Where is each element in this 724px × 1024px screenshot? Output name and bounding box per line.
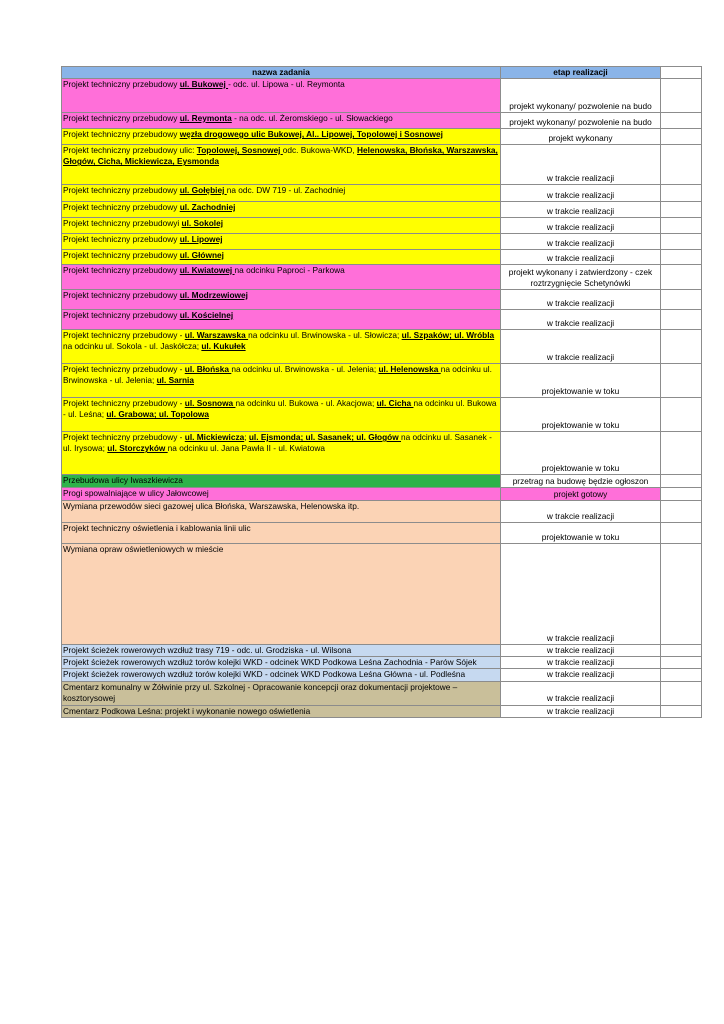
task-text: ul. Helenowska (378, 364, 441, 374)
status-cell: w trakcie realizacji (501, 218, 661, 234)
empty-cell (661, 681, 702, 705)
table-row (62, 681, 702, 705)
status-cell: projektowanie w toku (501, 432, 661, 475)
table-row (62, 523, 702, 544)
empty-cell (661, 129, 702, 145)
status-cell: w trakcie realizacji (501, 250, 661, 265)
task-text: Projekt techniczny przebudowy (63, 129, 180, 139)
task-text: ul. Zachodniej (179, 202, 236, 212)
task-cell (62, 265, 501, 290)
task-text: Projekt techniczny przebudowy (63, 202, 180, 212)
task-text: ul. Cicha (376, 398, 414, 408)
task-text: Projekt ścieżek rowerowych wzdłuż torów kolejki WKD - odcinek WKD Podkowa Leśna Zachodnia - Parów Sójek (63, 657, 477, 668)
table-row (62, 234, 702, 250)
task-cell (62, 330, 501, 364)
empty-header-cell (661, 67, 702, 79)
empty-cell (661, 234, 702, 250)
task-text: na odc. DW 719 - ul. Zachodniej (226, 185, 346, 195)
task-text: ul. Sokolej (181, 218, 224, 228)
task-cell (62, 202, 501, 218)
task-text: Cmentarz komunalny w Żółwinie przy ul. Szkolnej - Opracowanie koncepcji oraz dokumentacji projektowe – kosztorysowej (63, 681, 458, 703)
task-text: na odcinku ul. Jana Pawła II - ul. Kwiatowa (167, 443, 325, 454)
empty-cell (661, 657, 702, 669)
task-text: Projekt techniczny przebudowy (63, 185, 180, 195)
empty-cell (661, 79, 702, 113)
task-text: węzła drogowego ulic Bukowej, Al.. Lipowej, Topolowej i Sosnowej (179, 129, 443, 139)
table-row (62, 645, 702, 657)
status-column-header: etap realizacji (501, 67, 661, 79)
task-cell (62, 185, 501, 202)
task-cell (62, 129, 501, 145)
status-cell: w trakcie realizacji (501, 185, 661, 202)
task-text: Projekt techniczny przebudowy (63, 79, 180, 89)
table-row (62, 705, 702, 717)
status-cell: projektowanie w toku (501, 523, 661, 544)
task-text: Przebudowa ulicy Iwaszkiewicza (63, 475, 183, 485)
task-text: ul. Ejsmonda; ul. Sasanek; ul. Głogów (248, 432, 401, 442)
table-row (62, 218, 702, 234)
task-cell (62, 488, 501, 501)
table-row (62, 202, 702, 218)
empty-cell (661, 145, 702, 185)
status-cell: przetrag na budowę będzie ogłoszon (501, 475, 661, 488)
task-text: ul. Kwiatowej (179, 265, 235, 275)
task-cell (62, 218, 501, 234)
table-row (62, 290, 702, 310)
task-text: ul. Bukowej (179, 79, 229, 89)
status-cell: w trakcie realizacji (501, 544, 661, 645)
task-text: Progi spowalniające w ulicy Jałowcowej (63, 488, 209, 498)
task-text: ul. Lipowej (179, 234, 223, 244)
task-text: Projekt ścieżek rowerowych wzdłuż trasy 719 - odc. ul. Grodziska - ul. Wilsona (63, 645, 352, 655)
table-row (62, 330, 702, 364)
status-cell: w trakcie realizacji (501, 681, 661, 705)
status-cell: w trakcie realizacji (501, 145, 661, 185)
empty-cell (661, 501, 702, 523)
empty-cell (661, 218, 702, 234)
table-row (62, 250, 702, 265)
task-text: ul. Reymonta (179, 113, 232, 123)
empty-cell (661, 523, 702, 544)
task-text: na odcinku ul. Bukowa - ul. Akacjowa; (235, 398, 377, 408)
empty-cell (661, 113, 702, 129)
status-cell: w trakcie realizacji (501, 330, 661, 364)
task-text: Wymiana przewodów sieci gazowej ulica Błońska, Warszawska, Helenowska itp. (63, 501, 360, 511)
task-text: ul. Mickiewicza (184, 432, 245, 442)
table-row (62, 364, 702, 398)
task-cell (62, 705, 501, 717)
task-text: Projekt techniczny przebudowy - (63, 364, 185, 374)
task-cell (62, 79, 501, 113)
task-text: Topolowej, Sosnowej (196, 145, 283, 155)
status-cell: projekt wykonany i zatwierdzony - czek roztrzygnięcie Schetynówki (501, 265, 661, 290)
task-text: Projekt techniczny przebudowy ulic: (63, 145, 197, 155)
task-cell (62, 310, 501, 330)
status-cell: projekt wykonany/ pozwolenie na budo (501, 113, 661, 129)
table-row (62, 265, 702, 290)
table-row (62, 113, 702, 129)
task-text: na odcinku ul. Brwinowska - ul. Jelenia; (231, 364, 379, 374)
empty-cell (661, 544, 702, 645)
status-cell: projekt wykonany (501, 129, 661, 145)
task-text: na odcinku ul. Sasanek - ul. Irysowa; (63, 432, 492, 454)
task-cell (62, 645, 501, 657)
empty-cell (661, 432, 702, 475)
table-row (62, 657, 702, 669)
task-text: ul. Kościelnej (179, 310, 234, 320)
task-text: Wymiana opraw oświetleniowych w mieście (63, 544, 224, 554)
task-text: ul. Błońska (184, 364, 232, 374)
task-text: Projekt techniczny przebudowy (63, 113, 180, 123)
empty-cell (661, 290, 702, 310)
table-row (62, 310, 702, 330)
table-row (62, 185, 702, 202)
empty-cell (661, 705, 702, 717)
status-cell: w trakcie realizacji (501, 705, 661, 717)
task-text: Projekt techniczny przebudowy - (63, 330, 185, 340)
task-cell (62, 398, 501, 432)
table-row (62, 432, 702, 475)
task-cell (62, 501, 501, 523)
task-text: ul. Sosnowa (184, 398, 236, 408)
task-text: Helenowska, Błońska, Warszawska, Głogów, Cicha, Mickiewicza, Eysmonda (63, 145, 498, 167)
task-text: Projekt techniczny przebudowy (63, 250, 180, 260)
task-text: na odcinku ul. Brwinowska - ul. Jelenia; (63, 364, 492, 386)
task-text: Projekt ścieżek rowerowych wzdłuż torów kolejki WKD - odcinek WKD Podkowa Leśna Główna - ul. Podleśna (63, 669, 466, 680)
task-cell (62, 364, 501, 398)
task-text: ; (244, 432, 249, 442)
status-cell: projektowanie w toku (501, 364, 661, 398)
task-text: Projekt techniczny przebudowy - (63, 398, 185, 408)
task-text: ul. Gołębiej (179, 185, 227, 195)
table-body (62, 79, 702, 718)
task-text: ul. Głównej (179, 250, 224, 260)
table-row (62, 398, 702, 432)
task-cell (62, 544, 501, 645)
task-text: ul. Warszawska (184, 330, 249, 340)
empty-cell (661, 364, 702, 398)
empty-cell (661, 185, 702, 202)
task-text: na odcinku ul. Sokola - ul. Jaskółcza; (63, 341, 202, 352)
task-text: ul. Storczyków (107, 443, 168, 454)
task-column-header: nazwa zadania (62, 67, 501, 79)
table-row (62, 669, 702, 681)
table-row (62, 501, 702, 523)
task-cell (62, 145, 501, 185)
empty-cell (661, 310, 702, 330)
status-cell: w trakcie realizacji (501, 657, 661, 669)
status-cell: projekt wykonany/ pozwolenie na budo (501, 79, 661, 113)
task-text: ul. Szpaków; ul. Wróbla (401, 330, 495, 340)
header-row (62, 67, 702, 79)
task-cell (62, 669, 501, 681)
task-text: Projekt techniczny przebudowy (63, 290, 180, 300)
task-text: Projekt techniczny przebudowy (63, 234, 180, 244)
status-cell: projektowanie w toku (501, 398, 661, 432)
empty-cell (661, 202, 702, 218)
task-cell (62, 432, 501, 475)
task-text: na odcinku ul. Brwinowska - ul. Słowicza; (248, 330, 402, 340)
status-cell: w trakcie realizacji (501, 501, 661, 523)
task-text: - na odc. ul. Żeromskiego - ul. Słowackiego (231, 113, 393, 123)
task-cell (62, 234, 501, 250)
task-cell (62, 475, 501, 488)
task-text: ul. Modrzewiowej (179, 290, 248, 300)
task-text: ul. Sarnia (156, 375, 194, 386)
table-row (62, 544, 702, 645)
table-row (62, 129, 702, 145)
projects-table (61, 66, 702, 718)
task-text: Projekt techniczny przebudowyi (63, 218, 182, 228)
task-cell (62, 250, 501, 265)
task-text: Projekt techniczny przebudowy (63, 265, 180, 275)
empty-cell (661, 488, 702, 501)
empty-cell (661, 669, 702, 681)
table-row (62, 145, 702, 185)
status-cell: projekt gotowy (501, 488, 661, 501)
task-cell (62, 113, 501, 129)
task-text: na odcinku Paproci - Parkowa (234, 265, 345, 275)
status-cell: w trakcie realizacji (501, 310, 661, 330)
status-cell: w trakcie realizacji (501, 290, 661, 310)
empty-cell (661, 265, 702, 290)
task-text: odc. Bukowa-WKD, (282, 145, 358, 155)
task-cell (62, 523, 501, 544)
task-cell (62, 681, 501, 705)
task-text: Projekt techniczny przebudowy - (63, 432, 185, 442)
task-text: - odc. ul. Lipowa - ul. Reymonta (228, 79, 345, 89)
task-text: Projekt techniczny oświetlenia i kablowania linii ulic (63, 523, 251, 533)
task-text: Cmentarz Podkowa Leśna: projekt i wykonanie nowego oświetlenia (63, 705, 311, 716)
task-text: ul. Grabowa; ul. Topolowa (106, 409, 209, 420)
status-cell: w trakcie realizacji (501, 669, 661, 681)
empty-cell (661, 398, 702, 432)
task-text: ul. Kukułek (201, 341, 246, 352)
status-cell: w trakcie realizacji (501, 234, 661, 250)
status-cell: w trakcie realizacji (501, 202, 661, 218)
empty-cell (661, 330, 702, 364)
task-cell (62, 290, 501, 310)
status-cell: w trakcie realizacji (501, 645, 661, 657)
table-row (62, 475, 702, 488)
empty-cell (661, 250, 702, 265)
empty-cell (661, 645, 702, 657)
task-text: Projekt techniczny przebudowy (63, 310, 180, 320)
task-text: na odcinku ul. Bukowa - ul. Leśna; (63, 398, 497, 420)
table-row (62, 488, 702, 501)
empty-cell (661, 475, 702, 488)
table-row (62, 79, 702, 113)
task-cell (62, 657, 501, 669)
